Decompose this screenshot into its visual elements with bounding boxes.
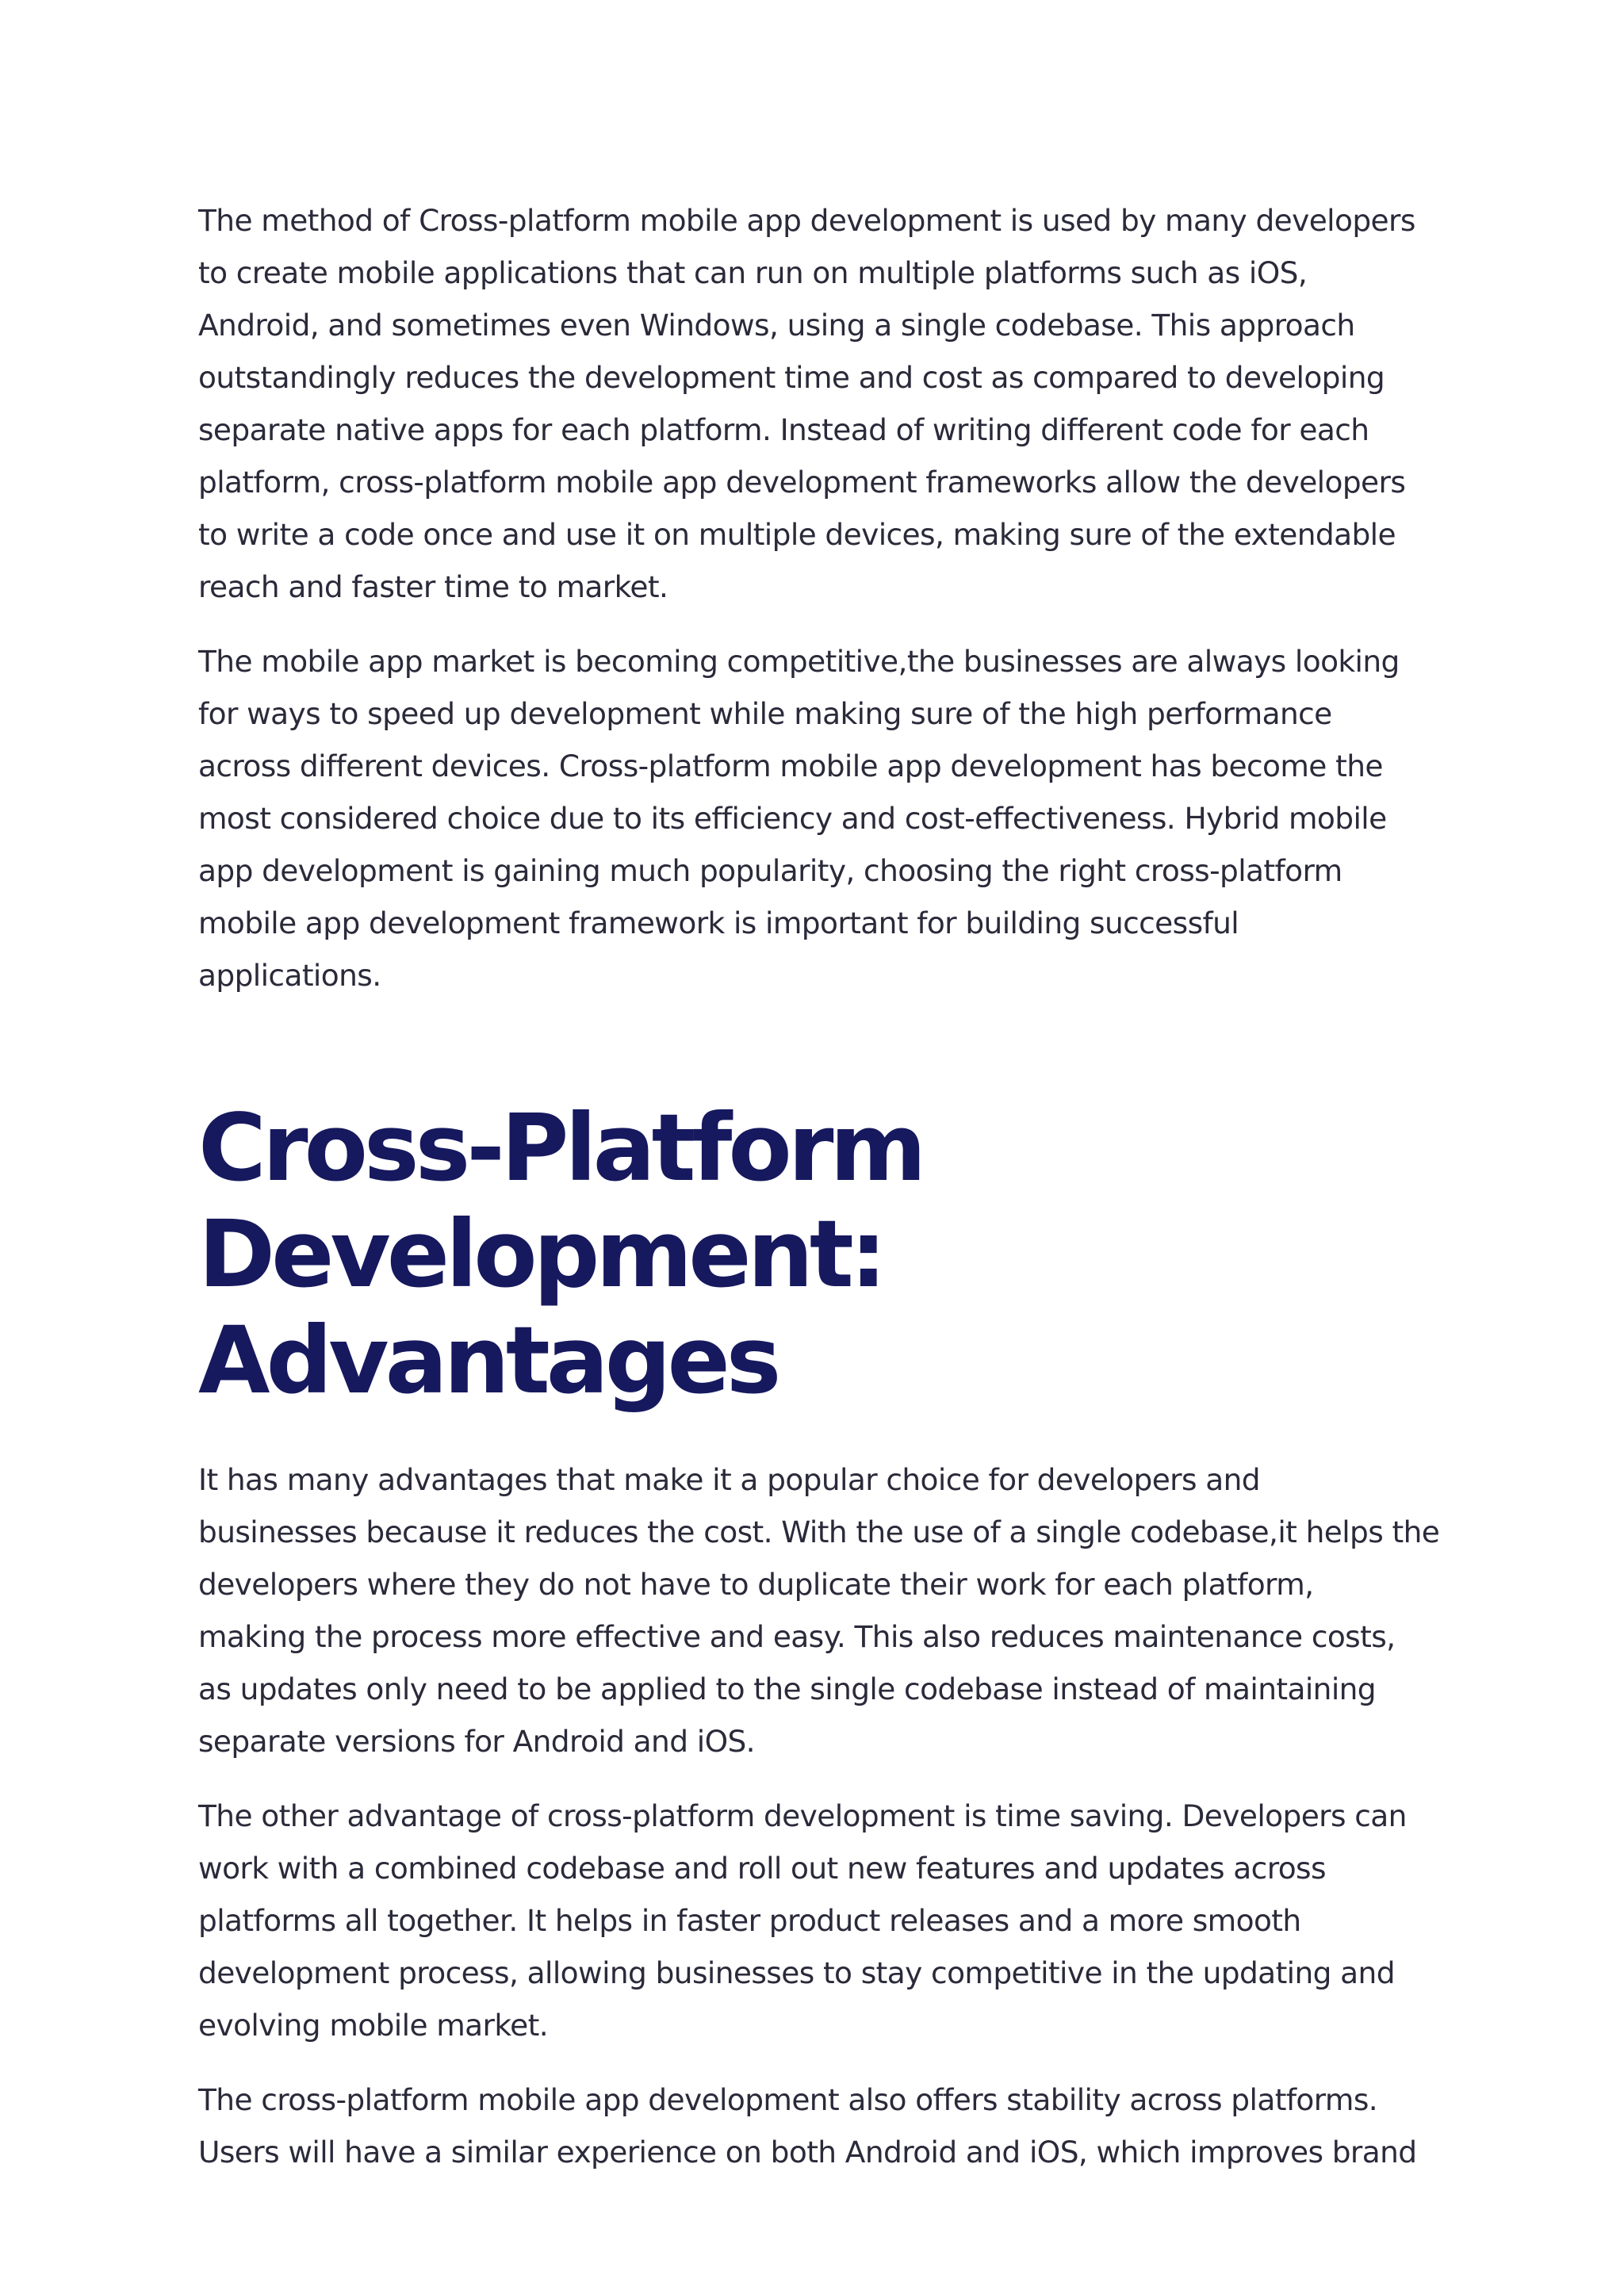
intro-paragraph-1: The method of Cross-platform mobile app development is used by many developers to create mobile applications that can run on multiple platforms such as iOS, Android, and sometimes even Windows, using a single codebase. This approach outstandingly reduces the development time and cost as compared to developing separate native apps for each platform. Instead of writing different code for each platform, cross-platform mobile app development frameworks allow the developers to write a code once and use it on multiple devices, making sure of the extendable reach and faster time to market. [198, 203, 1415, 604]
advantages-paragraph-2: The other advantage of cross-platform development is time saving. Developers can work with a combined codebase and roll out new features and updates across platforms all together. It helps in faster product releases and a more smooth development process, allowing businesses to stay competitive in the updating and evolving mobile market. [198, 1798, 1407, 2043]
document-body [198, 194, 1451, 2200]
advantages-heading: Cross-Platform Development: Advantages [198, 1093, 923, 1415]
advantages-paragraph-1: It has many advantages that make it a popular choice for developers and businesses because it reduces the cost. With the use of a single codebase,it helps the developers where they do not have to duplicate their work for each platform, making the process more effective and easy. This also reduces maintenance costs, as updates only need to be applied to the single codebase instead of maintaining separate versions for Android and iOS. [198, 1462, 1440, 1759]
intro-paragraph-2: The mobile app market is becoming competitive,the businesses are always looking for ways to speed up development while making sure of the high performance across different devices. Cross-platform mobile app development has become the most considered choice due to its efficiency and cost-effectiveness. Hybrid mobile app development is gaining much popularity, choosing the right cross-platform mobile app development framework is important for building successful applications. [198, 644, 1400, 993]
advantages-paragraph-3: The cross-platform mobile app development also offers stability across platforms. Users will have a similar experience on both Android and iOS, which improves brand [198, 2082, 1417, 2170]
